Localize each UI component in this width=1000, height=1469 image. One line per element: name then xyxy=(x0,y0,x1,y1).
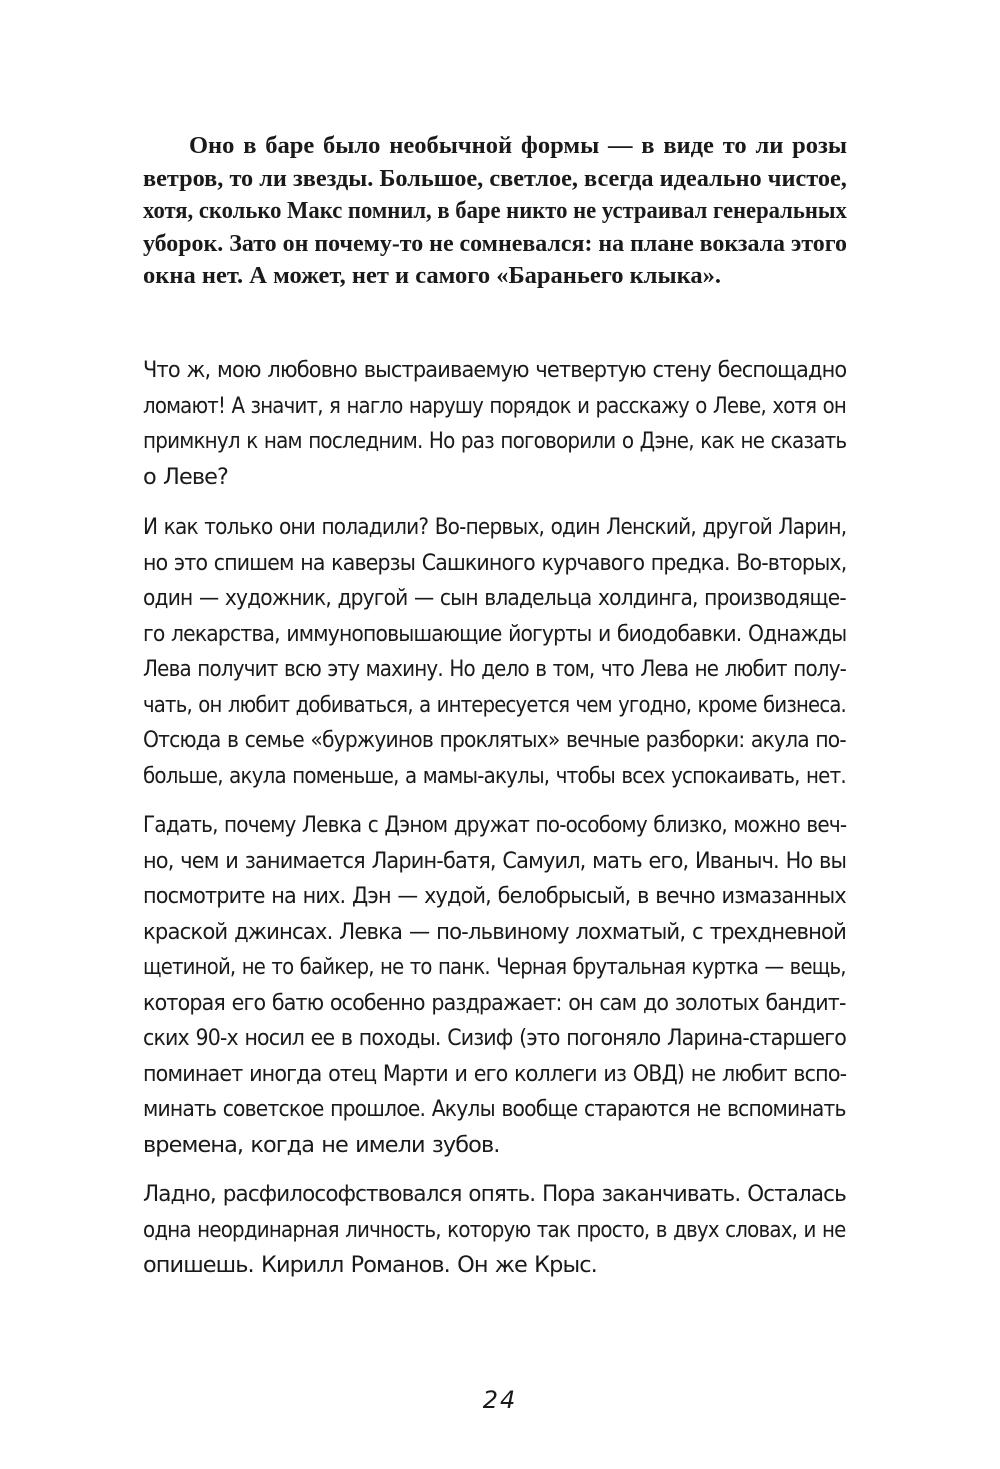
text-line: но, чем и занимается Ларин-батя, Самуил, мать его, Иваныч. Но вы xyxy=(143,847,847,874)
text-line: но это спишем на каверзы Сашкиного курчавого предка. Во-вторых, xyxy=(143,549,847,576)
paragraph-kirill-romanov xyxy=(143,1177,846,1284)
text-line: минать советское прошлое. Акулы вообще стараются не вспоминать xyxy=(143,1096,846,1122)
text-line: ломают! А значит, я нагло нарушу порядок и расскажу о Леве, хотя он xyxy=(143,392,846,419)
text-line: которая его батю особенно раздражает: он сам до золотых бандит- xyxy=(143,989,846,1016)
paragraph-fourth-wall xyxy=(143,353,846,495)
text-line: уборок. Зато он почему-то не сомневался: на плане вокзала этого xyxy=(143,229,847,257)
text-line: И как только они поладили? Во-первых, один Ленский, другой Ларин, xyxy=(143,514,847,540)
text-line: окна нет. А может, нет и самого «Бараньего клыка». xyxy=(143,262,721,289)
text-line: чать, он любит добиваться, а интересуется чем угодно, кроме бизнеса. xyxy=(143,691,847,718)
text-line: щетиной, не то байкер, не то панк. Черная брутальная куртка — вещь, xyxy=(143,954,846,980)
text-line: один — художник, другой — сын владельца холдинга, производяще- xyxy=(143,585,846,611)
text-line: Отсюда в семье «буржуинов проклятых» вечные разборки: акула по- xyxy=(143,727,846,753)
text-line: о Леве? xyxy=(143,463,228,490)
page-number: 24 xyxy=(482,1386,518,1414)
text-line: ветров, то ли звезды. Большое, светлое, всегда идеально чистое, xyxy=(143,164,847,192)
text-line: опишешь. Кирилл Романов. Он же Крыс. xyxy=(143,1252,597,1278)
text-line: Оно в баре было необычной формы — в виде то ли розы xyxy=(189,132,847,159)
text-line: Что ж, мою любовно выстраиваемую четвертую стену беспощадно xyxy=(143,357,847,383)
text-line: посмотрите на них. Дэн — худой, белобрысый, в вечно измазанных xyxy=(143,883,846,909)
paragraph-lenskiy-larin xyxy=(143,510,846,794)
text-line: Ладно, расфилософствовался опять. Пора заканчивать. Осталась xyxy=(143,1181,846,1207)
intro-bold-paragraph xyxy=(143,130,847,293)
text-line: Гадать, почему Левка с Дэном дружат по-особому близко, можно веч- xyxy=(143,812,847,838)
text-line: го лекарства, иммуноповышающие йогурты и биодобавки. Однажды xyxy=(143,620,847,647)
text-line: поминает иногда отец Марти и его коллеги из ОВД) не любит вспо- xyxy=(143,1060,847,1087)
text-line: хотя, сколько Макс помнил, в баре никто не устраивал генеральных xyxy=(143,197,847,224)
text-line: больше, акула поменьше, а мамы-акулы, чтобы всех успокаивать, нет. xyxy=(143,762,846,789)
text-line: одна неординарная личность, которую так просто, в двух словах, и не xyxy=(143,1216,846,1243)
text-line: Лева получит всю эту махину. Но дело в том, что Лева не любит полу- xyxy=(143,656,847,682)
text-line: времена, когда не имели зубов. xyxy=(143,1131,500,1158)
text-line: примкнул к нам последним. Но раз поговорили о Дэне, как не сказать xyxy=(143,428,847,454)
text-line: краской джинсах. Левка — по-львиному лохматый, с трехдневной xyxy=(143,918,847,945)
text-line: ских 90-х носил ее в походы. Сизиф (это погоняло Ларина-старшего xyxy=(143,1025,846,1051)
paragraph-levka-den xyxy=(143,808,846,1163)
